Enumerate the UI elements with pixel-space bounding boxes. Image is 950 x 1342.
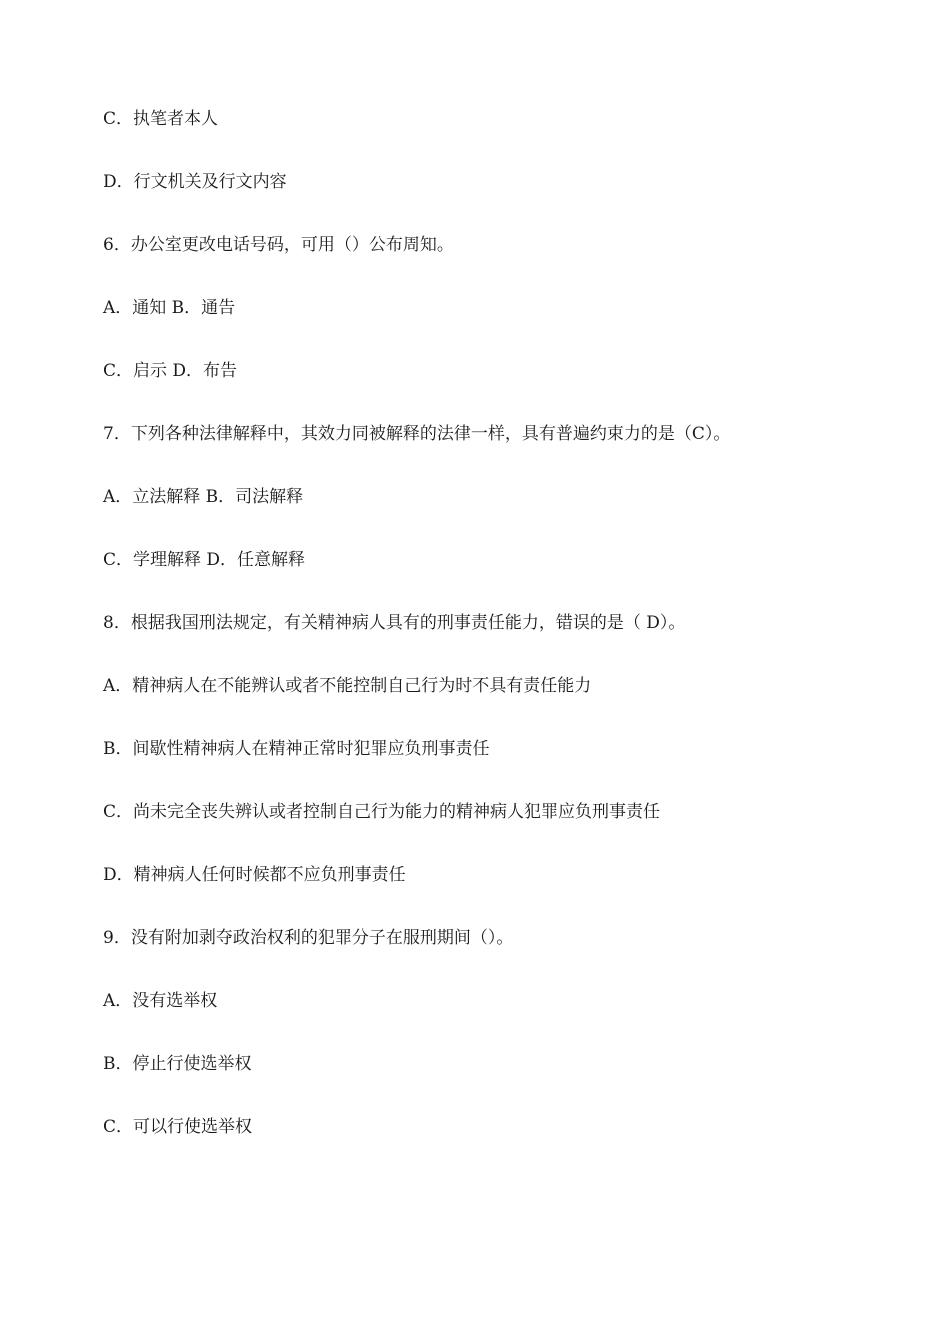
option-line: C．启示 D．布告 <box>103 361 238 381</box>
question-line: 6．办公室更改电话号码，可用（）公布周知。 <box>103 235 454 255</box>
option-line: C．学理解释 D．任意解释 <box>103 550 306 570</box>
option-line: C．尚未完全丧失辨认或者控制自己行为能力的精神病人犯罪应负刑事责任 <box>103 802 661 822</box>
option-line: A．通知 B．通告 <box>103 298 236 318</box>
option-line: D．精神病人任何时候都不应负刑事责任 <box>103 865 406 885</box>
option-line: C．执笔者本人 <box>103 109 219 129</box>
option-line: A．精神病人在不能辨认或者不能控制自己行为时不具有责任能力 <box>103 676 592 696</box>
question-line: 8．根据我国刑法规定，有关精神病人具有的刑事责任能力，错误的是（ D）。 <box>103 613 686 633</box>
option-line: D．行文机关及行文内容 <box>103 172 287 192</box>
option-line: B．停止行使选举权 <box>103 1054 252 1074</box>
option-line: B．间歇性精神病人在精神正常时犯罪应负刑事责任 <box>103 739 490 759</box>
question-line: 9．没有附加剥夺政治权利的犯罪分子在服刑期间（）。 <box>103 928 514 948</box>
option-line: A．没有选举权 <box>103 991 218 1011</box>
option-line: C．可以行使选举权 <box>103 1117 253 1137</box>
question-line: 7．下列各种法律解释中，其效力同被解释的法律一样，具有普遍约束力的是（C）。 <box>103 424 731 444</box>
option-line: A．立法解释 B．司法解释 <box>103 487 304 507</box>
